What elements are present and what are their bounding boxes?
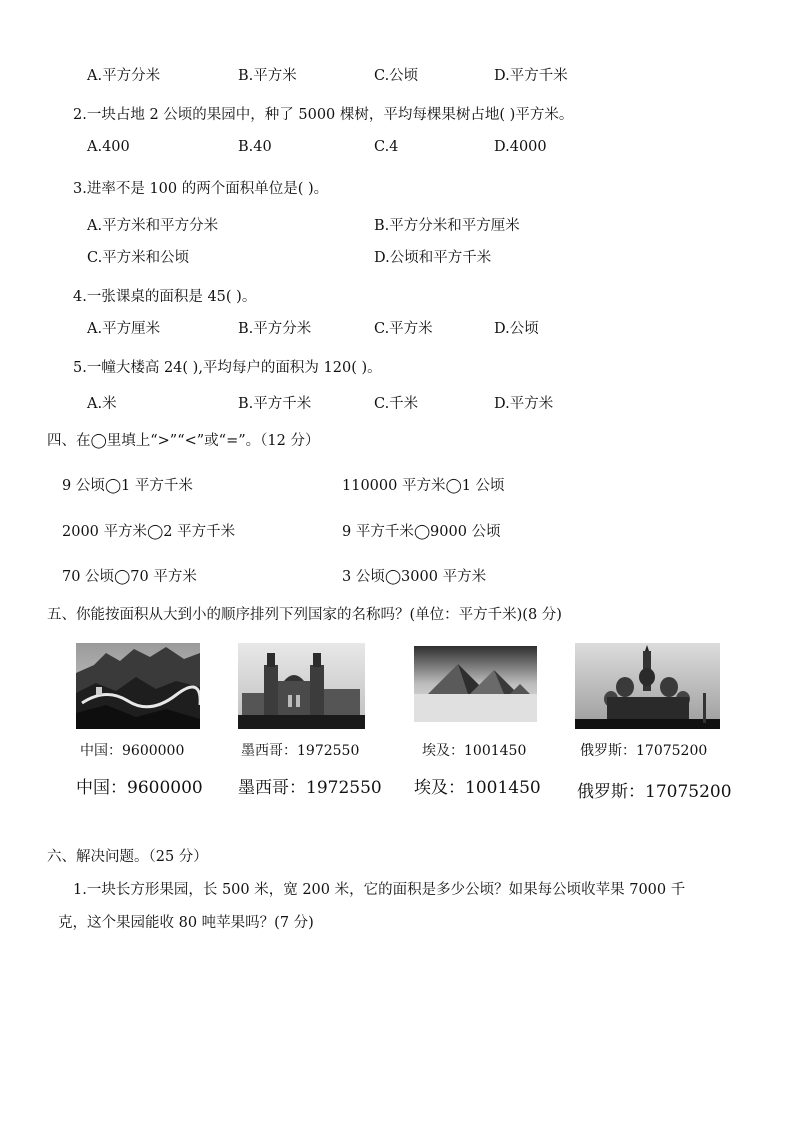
q1-option-c: C.公顷 [374, 68, 419, 84]
compare-item-6: 3 公顷◯3000 平方米 [342, 569, 487, 585]
q5-option-b: B.平方千米 [238, 396, 312, 412]
q1-option-b: B.平方米 [238, 68, 297, 84]
caption-russia-big: 俄罗斯：17075200 [577, 782, 732, 802]
caption-egypt-big: 埃及：1001450 [414, 778, 541, 798]
q2-text: 2.一块占地 2 公顷的果园中，种了 5000 棵树，平均每棵果树占地( )平方米。 [73, 107, 574, 123]
q2-option-c: C.4 [374, 139, 399, 155]
q4-text: 4.一张课桌的面积是 45( )。 [73, 289, 257, 305]
q3-text: 3.进率不是 100 的两个面积单位是( )。 [73, 181, 329, 197]
q3-option-a: A.平方米和平方分米 [87, 218, 219, 234]
q5-text: 5.一幢大楼高 24( ),平均每户的面积为 120( )。 [73, 360, 382, 376]
q4-option-d: D.公顷 [494, 321, 539, 337]
compare-item-3: 2000 平方米◯2 平方千米 [62, 524, 236, 540]
compare-item-1: 9 公顷◯1 平方千米 [62, 478, 193, 494]
st-basil-cathedral-photo [575, 643, 720, 729]
pyramids-photo [414, 646, 537, 722]
q5-option-c: C.千米 [374, 396, 419, 412]
compare-item-5: 70 公顷◯70 平方米 [62, 569, 197, 585]
s6-q1-line2: 克，这个果园能收 80 吨苹果吗？(7 分) [58, 915, 314, 931]
q3-option-d: D.公顷和平方千米 [374, 250, 492, 266]
great-wall-photo [76, 643, 200, 729]
q5-option-a: A.米 [87, 396, 117, 412]
caption-mexico-big: 墨西哥：1972550 [238, 778, 382, 798]
caption-egypt-small: 埃及：1001450 [422, 743, 527, 759]
q1-option-a: A.平方分米 [87, 68, 161, 84]
compare-item-4: 9 平方千米◯9000 公顷 [342, 524, 501, 540]
caption-china-small: 中国：9600000 [80, 743, 185, 759]
q2-option-a: A.400 [87, 139, 130, 155]
q3-option-c: C.平方米和公顷 [87, 250, 190, 266]
caption-china-big: 中国：9600000 [76, 778, 203, 798]
q2-option-b: B.40 [238, 139, 272, 155]
section-4-title: 四、在◯里填上“>”“<”或“=”。（12 分） [47, 433, 320, 449]
caption-mexico-small: 墨西哥：1972550 [241, 743, 360, 759]
q4-option-b: B.平方分米 [238, 321, 312, 337]
q2-option-d: D.4000 [494, 139, 547, 155]
q5-option-d: D.平方米 [494, 396, 554, 412]
q4-option-a: A.平方厘米 [87, 321, 161, 337]
q3-option-b: B.平方分米和平方厘米 [374, 218, 520, 234]
caption-russia-small: 俄罗斯：17075200 [580, 743, 708, 759]
mexico-cathedral-photo [238, 643, 365, 729]
s6-q1-line1: 1.一块长方形果园，长 500 米，宽 200 米，它的面积是多少公顷？如果每公顷收苹果 7000 千 [73, 882, 686, 898]
section-5-title: 五、你能按面积从大到小的顺序排列下列国家的名称吗？(单位：平方千米)(8 分) [47, 607, 562, 623]
compare-item-2: 110000 平方米◯1 公顷 [342, 478, 505, 494]
section-6-title: 六、解决问题。（25 分） [47, 849, 208, 865]
q1-option-d: D.平方千米 [494, 68, 568, 84]
q4-option-c: C.平方米 [374, 321, 433, 337]
